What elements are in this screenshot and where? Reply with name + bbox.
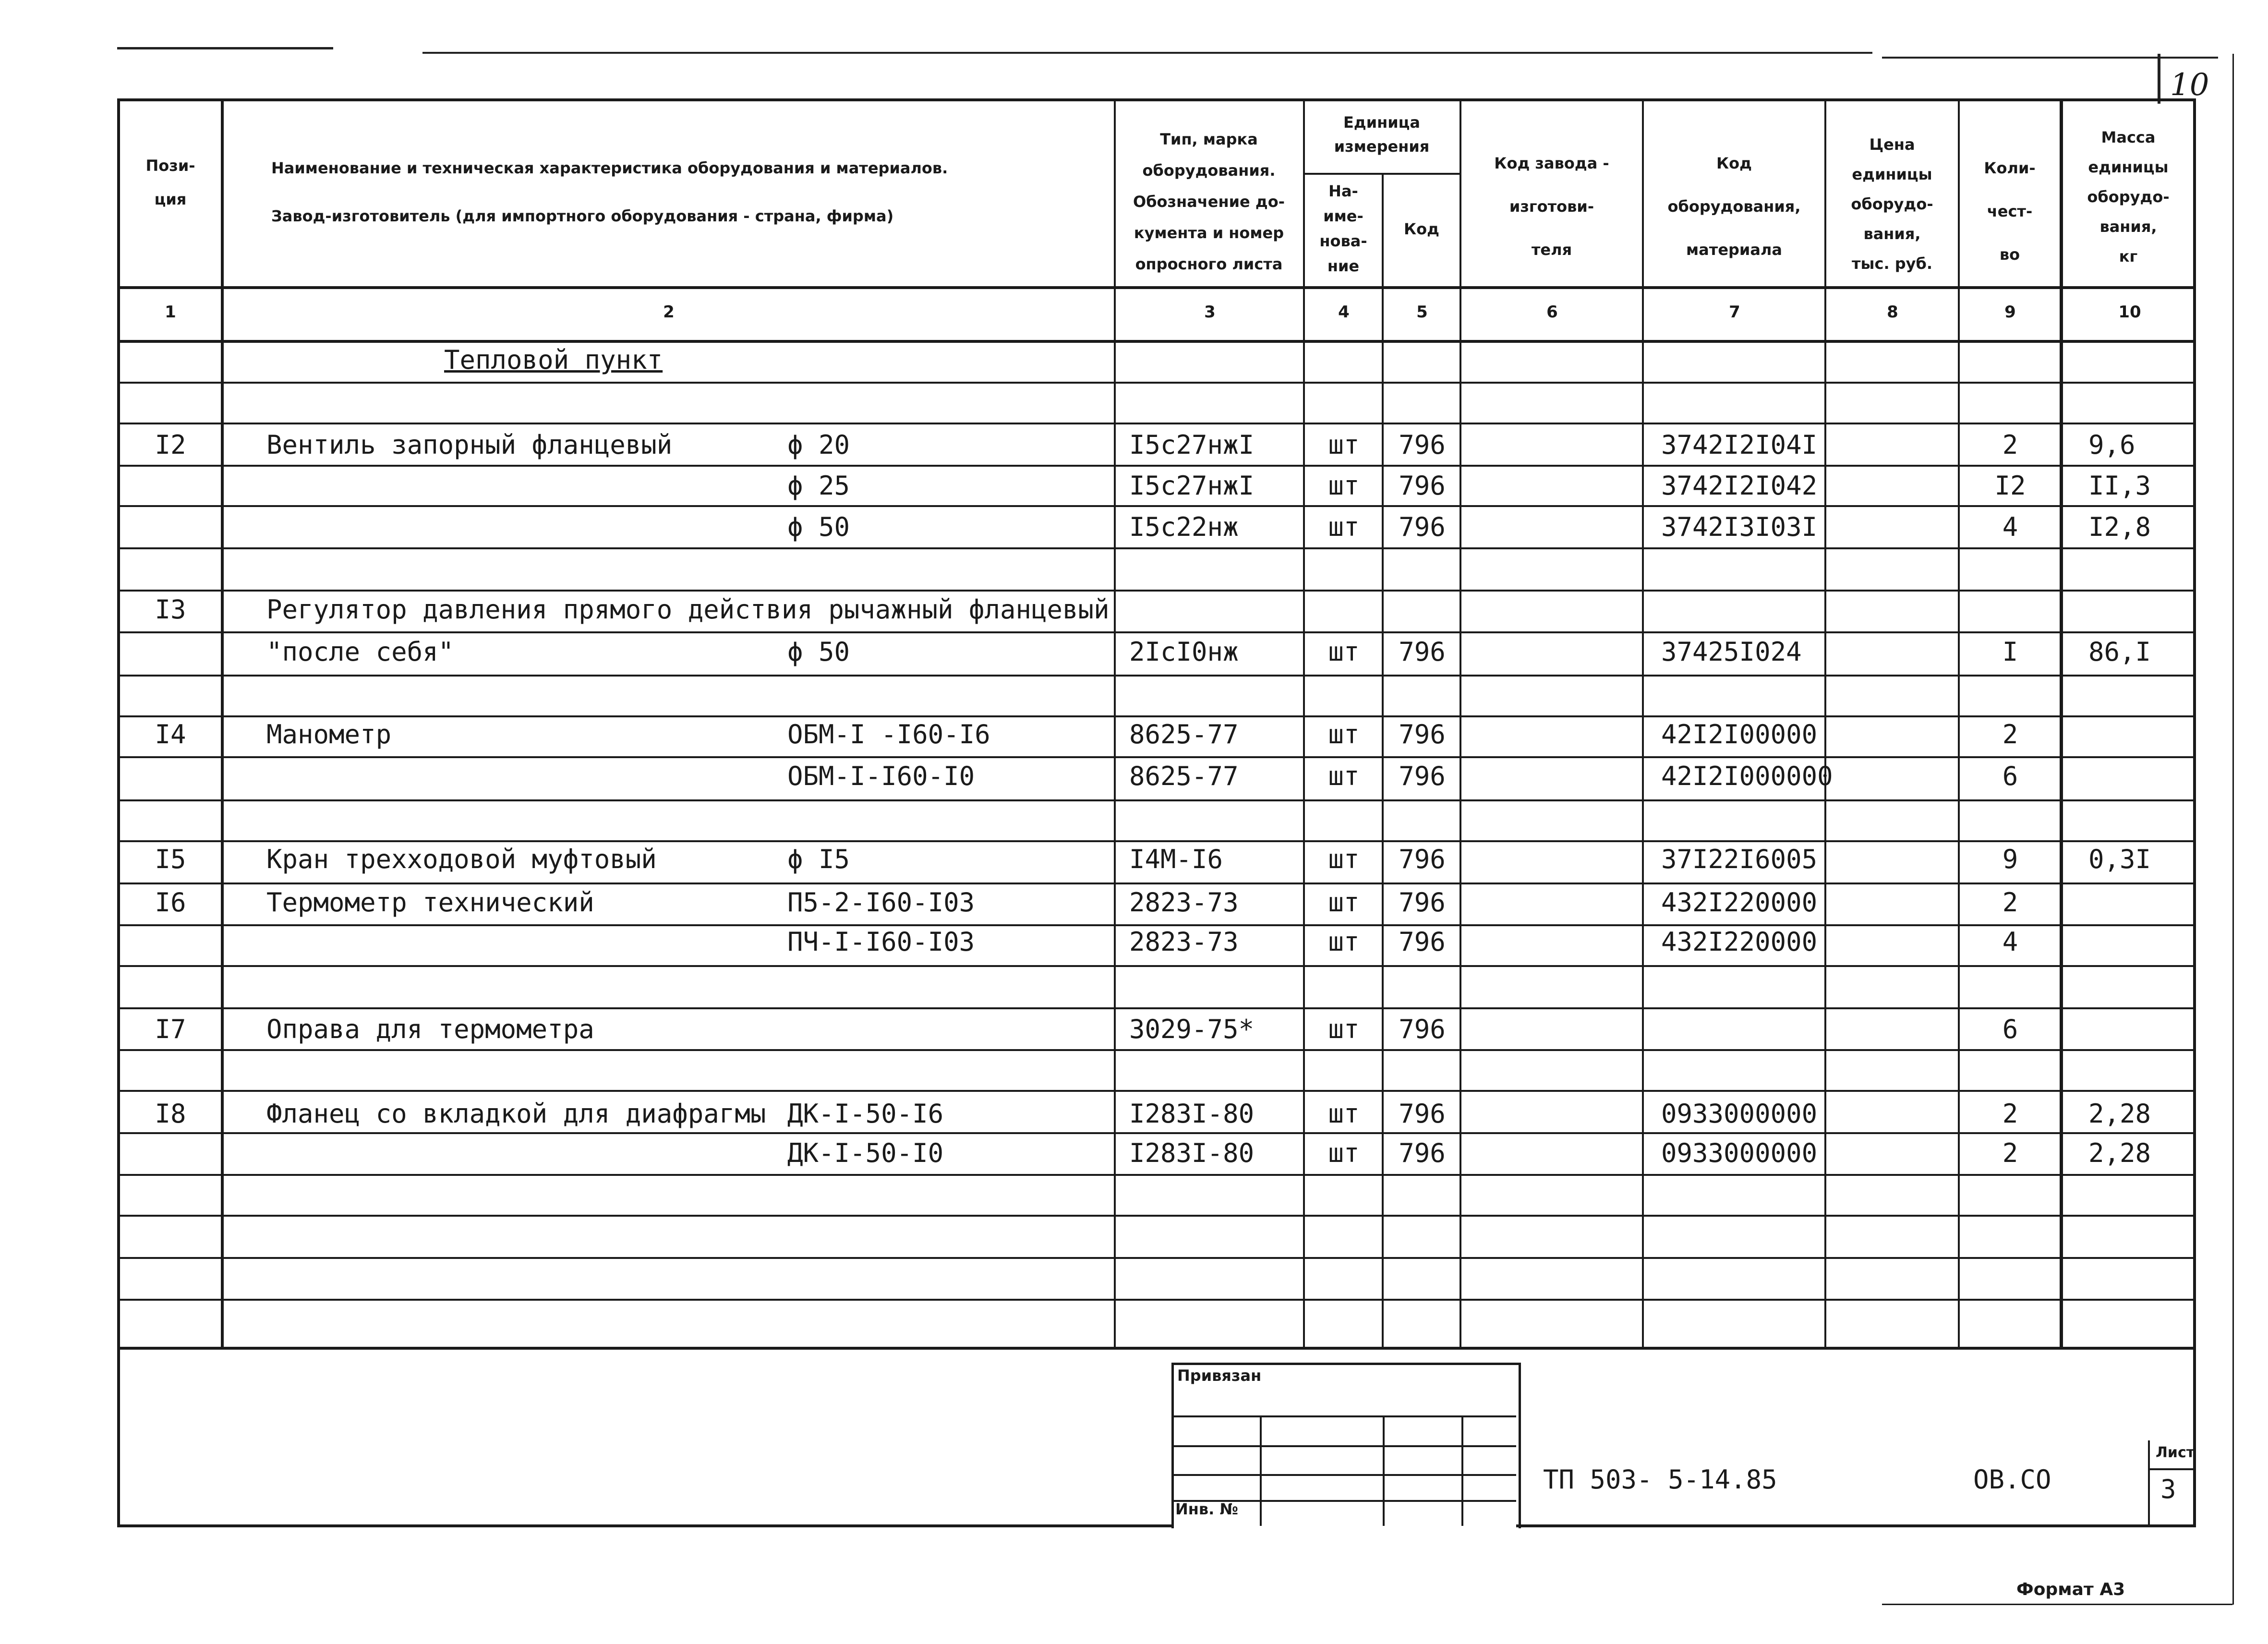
- row-name: Фланец со вкладкой для диафрагмы: [266, 1099, 766, 1129]
- row-equipment-code: 3742I2I042: [1661, 471, 1818, 501]
- row-rule: [117, 1257, 2196, 1259]
- row-rule: [117, 465, 2196, 467]
- header-quantity: Коли- чест- во: [1984, 159, 2036, 264]
- row-mass: II,3: [2088, 471, 2151, 501]
- document-section: ОВ.СО: [1973, 1464, 2051, 1495]
- row-rule: [117, 590, 2196, 592]
- sheet-number: 3: [2160, 1474, 2176, 1504]
- row-spec: ДК-I-50-I0: [787, 1138, 944, 1168]
- stamp-bottom-rule: [1516, 1524, 2196, 1527]
- row-type: I5с22нж: [1129, 512, 1239, 542]
- row-position: I7: [155, 1014, 186, 1044]
- row-unit: шт: [1328, 1099, 1360, 1129]
- row-mass: I2,8: [2088, 512, 2151, 542]
- row-name: Термометр технический: [266, 887, 594, 918]
- header-position: Пози- ция: [145, 157, 195, 208]
- top-rule: [117, 47, 333, 49]
- row-type: 8625-77: [1129, 719, 1239, 749]
- colnum-2: 2: [663, 302, 675, 322]
- row-name: Кран трехходовой муфтовый: [266, 844, 657, 874]
- row-unit-code: 796: [1399, 1099, 1446, 1129]
- col-divider: [1824, 98, 1826, 1347]
- row-position: I5: [155, 844, 186, 874]
- header-mass: Масса единицы оборудо- вания, кг: [2087, 128, 2170, 266]
- colnum-bottom-rule: [117, 340, 2196, 343]
- row-mass: 0,3I: [2088, 844, 2151, 874]
- row-unit-code: 796: [1399, 512, 1446, 542]
- row-quantity: 9: [2002, 844, 2018, 874]
- row-spec: ϕ 20: [787, 430, 850, 460]
- row-unit-code: 796: [1399, 887, 1446, 918]
- row-quantity: 6: [2002, 1014, 2018, 1044]
- row-type: I283I-80: [1129, 1099, 1255, 1129]
- row-rule: [117, 715, 2196, 717]
- row-unit: шт: [1328, 512, 1360, 542]
- row-rule: [117, 423, 2196, 424]
- row-rule: [117, 505, 2196, 507]
- row-equipment-code: 3742I3I03I: [1661, 512, 1818, 542]
- row-unit: шт: [1328, 887, 1360, 918]
- row-position: I6: [155, 887, 186, 918]
- row-equipment-code: 42I2I000000: [1661, 761, 1833, 791]
- top-rule: [1882, 57, 2218, 59]
- row-unit-code: 796: [1399, 430, 1446, 460]
- row-rule: [117, 631, 2196, 633]
- row-spec: ϕ 50: [787, 512, 850, 542]
- row-unit-code: 796: [1399, 761, 1446, 791]
- row-mass: 2,28: [2088, 1138, 2151, 1168]
- row-unit: шт: [1328, 1138, 1360, 1168]
- row-equipment-code: 432I220000: [1661, 927, 1818, 957]
- row-unit: шт: [1328, 1014, 1360, 1044]
- row-position: I4: [155, 719, 186, 749]
- row-spec: ДК-I-50-I6: [787, 1099, 944, 1129]
- header-type: Тип, марка оборудования. Обозначение до- кумента и номер опросного листа: [1133, 130, 1285, 273]
- sheet-format: Формат А3: [2016, 1580, 2125, 1599]
- row-rule: [117, 882, 2196, 884]
- row-spec: П5-2-I60-I03: [787, 887, 975, 918]
- frame-left-lower: [117, 1347, 120, 1525]
- stamp-divider: [1260, 1415, 1262, 1526]
- stamp-rule: [1171, 1415, 1516, 1417]
- page-number-divider: [2158, 54, 2160, 104]
- row-unit: шт: [1328, 637, 1360, 667]
- row-rule: [117, 924, 2196, 926]
- row-unit: шт: [1328, 761, 1360, 791]
- stamp-rule: [1171, 1474, 1516, 1476]
- row-type: 2823-73: [1129, 887, 1239, 918]
- header-factory-code: Код завода - изготови- теля: [1494, 154, 1609, 259]
- row-type: 8625-77: [1129, 761, 1239, 791]
- row-equipment-code: 0933000000: [1661, 1099, 1818, 1129]
- row-rule: [117, 675, 2196, 677]
- row-position: I2: [155, 430, 186, 460]
- row-mass: 9,6: [2088, 430, 2135, 460]
- row-rule: [117, 965, 2196, 967]
- colnum-3: 3: [1204, 302, 1216, 322]
- row-unit-code: 796: [1399, 637, 1446, 667]
- row-equipment-code: 0933000000: [1661, 1138, 1818, 1168]
- row-type: 3029-75*: [1129, 1014, 1255, 1044]
- row-rule: [117, 1049, 2196, 1051]
- stamp-rule: [1171, 1445, 1516, 1447]
- row-unit-code: 796: [1399, 1138, 1446, 1168]
- row-equipment-code: 42I2I00000: [1661, 719, 1818, 749]
- row-rule: [117, 382, 2196, 384]
- header-unit-code: Код: [1404, 220, 1439, 238]
- col-divider: [1114, 98, 1116, 1347]
- unit-header-divider: [1303, 173, 1460, 175]
- row-rule: [117, 1174, 2196, 1176]
- row-spec: ОБМ-I -I60-I6: [787, 719, 990, 749]
- section-title: Тепловой пункт: [444, 345, 663, 375]
- row-type: I5с27нжI: [1129, 430, 1255, 460]
- row-spec: ϕ I5: [787, 844, 850, 874]
- col-divider: [2060, 98, 2063, 1347]
- sheet-label: Лист: [2156, 1444, 2195, 1461]
- header-bottom-rule: [117, 286, 2196, 289]
- trim-line: [1882, 1604, 2232, 1605]
- row-unit-code: 796: [1399, 844, 1446, 874]
- row-name: Регулятор давления прямого действия рычажный фланцевый: [266, 594, 1110, 625]
- row-name: Оправа для термометра: [266, 1014, 594, 1044]
- row-spec: ПЧ-I-I60-I03: [787, 927, 975, 957]
- row-quantity: 6: [2002, 761, 2018, 791]
- row-rule: [117, 1007, 2196, 1009]
- row-unit: шт: [1328, 927, 1360, 957]
- row-equipment-code: 3742I2I04I: [1661, 430, 1818, 460]
- row-quantity: 4: [2002, 512, 2018, 542]
- col-divider: [1460, 98, 1461, 1347]
- colnum-9: 9: [2004, 302, 2016, 322]
- stamp-inv-label: Инв. №: [1175, 1500, 1238, 1518]
- row-type: 2823-73: [1129, 927, 1239, 957]
- row-unit: шт: [1328, 471, 1360, 501]
- header-price: Цена единицы оборудо- вания, тыс. руб.: [1851, 135, 1933, 273]
- row-quantity: 2: [2002, 1099, 2018, 1129]
- header-unit-name: На- име- нова- ние: [1319, 182, 1367, 275]
- stamp-divider: [1461, 1415, 1463, 1526]
- col-divider: [1382, 173, 1384, 1347]
- col-divider: [1642, 98, 1644, 1347]
- row-type: 2IсI0нж: [1129, 637, 1239, 667]
- row-type: I283I-80: [1129, 1138, 1255, 1168]
- colnum-4: 4: [1338, 302, 1350, 322]
- sheet-divider: [2148, 1440, 2150, 1525]
- col-divider: [1958, 98, 1960, 1347]
- row-name: Вентиль запорный фланцевый: [266, 430, 673, 460]
- header-name: Наименование и техническая характеристика оборудования и материалов. Завод-изготовитель (для импортного оборудования - страна, фирма): [271, 159, 948, 225]
- page-number: 10: [2170, 67, 2209, 103]
- trim-line: [2232, 54, 2234, 1605]
- row-unit-code: 796: [1399, 719, 1446, 749]
- header-equipment-code: Код оборудования, материала: [1667, 154, 1801, 259]
- row-quantity: 4: [2002, 927, 2018, 957]
- table-bottom-rule: [117, 1347, 2196, 1350]
- row-quantity: 2: [2002, 719, 2018, 749]
- row-position: I3: [155, 594, 186, 625]
- row-quantity: 2: [2002, 1138, 2018, 1168]
- row-equipment-code: 432I220000: [1661, 887, 1818, 918]
- colnum-8: 8: [1887, 302, 1898, 322]
- stamp-divider: [1383, 1415, 1385, 1526]
- row-mass: 2,28: [2088, 1099, 2151, 1129]
- header-unit: Единица измерения: [1334, 113, 1430, 156]
- row-name: "после себя": [266, 637, 454, 667]
- colnum-7: 7: [1729, 302, 1740, 322]
- row-spec: ϕ 25: [787, 471, 850, 501]
- row-equipment-code: 37425I024: [1661, 637, 1802, 667]
- row-name: Манометр: [266, 719, 392, 749]
- frame-right-lower: [2193, 1347, 2196, 1525]
- row-unit-code: 796: [1399, 1014, 1446, 1044]
- colnum-5: 5: [1416, 302, 1428, 322]
- colnum-6: 6: [1546, 302, 1558, 322]
- row-position: I8: [155, 1099, 186, 1129]
- colnum-10: 10: [2118, 302, 2141, 322]
- row-type: I5с27нжI: [1129, 471, 1255, 501]
- row-spec: ОБМ-I-I60-I0: [787, 761, 975, 791]
- stamp-attached-label: Привязан: [1177, 1366, 1262, 1385]
- row-unit-code: 796: [1399, 927, 1446, 957]
- row-rule: [117, 1132, 2196, 1134]
- colnum-1: 1: [165, 302, 176, 322]
- row-equipment-code: 37I22I6005: [1661, 844, 1818, 874]
- row-type: I4М-I6: [1129, 844, 1223, 874]
- row-mass: 86,I: [2088, 637, 2151, 667]
- document-code: ТП 503- 5-14.85: [1543, 1464, 1777, 1495]
- row-quantity: I: [2002, 637, 2018, 667]
- sheet-rule: [2148, 1468, 2196, 1470]
- row-rule: [117, 756, 2196, 758]
- row-unit: шт: [1328, 430, 1360, 460]
- col-divider: [1303, 98, 1305, 1347]
- row-quantity: 2: [2002, 887, 2018, 918]
- row-rule: [117, 1215, 2196, 1217]
- row-spec: ϕ 50: [787, 637, 850, 667]
- row-rule: [117, 840, 2196, 842]
- top-rule: [422, 52, 1872, 54]
- row-rule: [117, 1299, 2196, 1301]
- col-divider: [221, 98, 224, 1347]
- row-unit: шт: [1328, 844, 1360, 874]
- frame-bottom: [117, 1524, 1173, 1527]
- row-rule: [117, 547, 2196, 549]
- row-quantity: 2: [2002, 430, 2018, 460]
- row-rule: [117, 799, 2196, 801]
- row-unit: шт: [1328, 719, 1360, 749]
- row-rule: [117, 1090, 2196, 1092]
- row-quantity: I2: [1994, 471, 2026, 501]
- row-unit-code: 796: [1399, 471, 1446, 501]
